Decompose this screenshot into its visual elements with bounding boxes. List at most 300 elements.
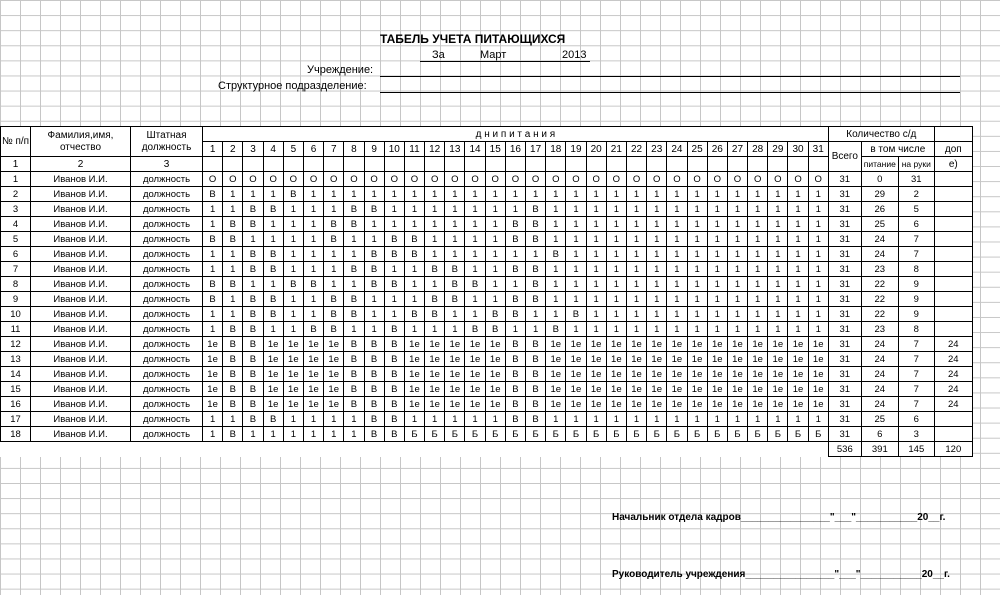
day-cell: 1: [748, 187, 768, 202]
day-cell: 1: [687, 292, 707, 307]
day-blank: [586, 157, 606, 172]
day-cell: 1: [707, 202, 727, 217]
day-cell: 1: [606, 277, 626, 292]
day-cell: 1е: [606, 367, 626, 382]
total-cell: 31: [828, 187, 861, 202]
day-cell: 1е: [203, 382, 223, 397]
day-cell: 1: [203, 202, 223, 217]
day-cell: 1: [566, 292, 586, 307]
day-cell: В: [546, 322, 566, 337]
day-cell: В: [243, 307, 263, 322]
day-cell: 1: [203, 412, 223, 427]
food-cell: 0: [861, 172, 898, 187]
employee-name: Иванов И.И.: [31, 217, 131, 232]
day-cell: 1е: [283, 367, 303, 382]
day-cell: 1е: [606, 337, 626, 352]
day-cell: В: [364, 202, 384, 217]
day-cell: 1: [768, 292, 788, 307]
col-position-header: Штатная должность: [131, 127, 203, 157]
food-cell: 22: [861, 292, 898, 307]
day-cell: 1: [485, 277, 505, 292]
day-cell: 1: [526, 322, 546, 337]
grand-extra: 120: [934, 442, 972, 457]
day-cell: 1: [788, 247, 808, 262]
day-blank: [303, 157, 323, 172]
day-cell: 1е: [485, 397, 505, 412]
day-cell: 1е: [485, 337, 505, 352]
extra-cell: [934, 307, 972, 322]
row-number: 15: [1, 382, 31, 397]
day-cell: 1: [586, 412, 606, 427]
header-row-3: [1, 157, 973, 172]
day-cell: 1: [344, 232, 364, 247]
day-cell: 1е: [203, 367, 223, 382]
day-cell: 1: [485, 247, 505, 262]
day-cell: В: [324, 292, 344, 307]
day-cell: 1: [243, 232, 263, 247]
day-cell: О: [707, 172, 727, 187]
day-cell: 1: [667, 322, 687, 337]
day-cell: 1: [283, 217, 303, 232]
day-cell: 1: [606, 412, 626, 427]
day-blank: [707, 157, 727, 172]
day-cell: 1е: [445, 367, 465, 382]
day-cell: В: [505, 367, 525, 382]
row-number: 11: [1, 322, 31, 337]
day-cell: 1: [384, 202, 404, 217]
day-cell: 1: [586, 247, 606, 262]
day-cell: 1: [626, 277, 646, 292]
day-cell: 1: [727, 322, 747, 337]
day-cell: 1: [425, 412, 445, 427]
colnum-1: 1: [1, 157, 31, 172]
food-cell: 23: [861, 322, 898, 337]
extra-cell: 24: [934, 397, 972, 412]
day-cell: В: [303, 277, 323, 292]
day-cell: 1е: [283, 337, 303, 352]
day-cell: Б: [566, 427, 586, 442]
day-cell: 1: [727, 217, 747, 232]
day-cell: О: [566, 172, 586, 187]
day-blank: [465, 157, 485, 172]
day-cell: 1: [445, 322, 465, 337]
day-cell: О: [667, 172, 687, 187]
day-cell: 1: [586, 307, 606, 322]
day-cell: 1е: [465, 382, 485, 397]
day-blank: [606, 157, 626, 172]
day-cell: В: [384, 427, 404, 442]
day-cell: О: [727, 172, 747, 187]
day-cell: 1: [384, 292, 404, 307]
day-cell: 1: [586, 232, 606, 247]
hands-cell: 8: [898, 322, 934, 337]
day-cell: В: [324, 232, 344, 247]
day-cell: В: [344, 217, 364, 232]
day-cell: 1: [687, 217, 707, 232]
day-header: 22: [626, 142, 646, 157]
day-cell: 1: [425, 217, 445, 232]
day-header: 11: [404, 142, 424, 157]
day-cell: О: [223, 172, 243, 187]
day-cell: О: [324, 172, 344, 187]
day-cell: В: [505, 292, 525, 307]
day-header: 25: [687, 142, 707, 157]
day-cell: 1е: [283, 397, 303, 412]
day-cell: В: [344, 307, 364, 322]
day-cell: В: [384, 247, 404, 262]
day-cell: 1е: [546, 397, 566, 412]
day-cell: 1: [727, 202, 747, 217]
day-cell: В: [505, 382, 525, 397]
row-number: 14: [1, 367, 31, 382]
day-cell: 1: [626, 187, 646, 202]
day-cell: 1е: [748, 382, 768, 397]
employee-position: должность: [131, 202, 203, 217]
day-cell: Б: [465, 427, 485, 442]
employee-name: Иванов И.И.: [31, 382, 131, 397]
hands-cell: 7: [898, 247, 934, 262]
extra-cell: [934, 427, 972, 442]
day-blank: [203, 157, 223, 172]
day-cell: 1: [505, 322, 525, 337]
day-cell: 1: [465, 217, 485, 232]
employee-position: должность: [131, 277, 203, 292]
day-cell: 1: [404, 187, 424, 202]
day-cell: 1: [546, 262, 566, 277]
day-header: 31: [808, 142, 828, 157]
day-cell: О: [283, 172, 303, 187]
day-cell: В: [505, 307, 525, 322]
day-cell: В: [384, 277, 404, 292]
day-cell: В: [505, 412, 525, 427]
day-cell: 1: [364, 307, 384, 322]
day-header: 16: [505, 142, 525, 157]
day-cell: 1: [647, 232, 667, 247]
employee-name: Иванов И.И.: [31, 322, 131, 337]
day-cell: 1: [687, 232, 707, 247]
day-cell: 1: [748, 262, 768, 277]
employee-position: должность: [131, 307, 203, 322]
period-underline: [420, 61, 590, 62]
employee-position: должность: [131, 382, 203, 397]
period-za: За: [432, 49, 445, 61]
row-number: 12: [1, 337, 31, 352]
day-cell: 1: [485, 202, 505, 217]
total-cell: 31: [828, 412, 861, 427]
day-cell: В: [404, 247, 424, 262]
hands-cell: 7: [898, 397, 934, 412]
day-cell: 1: [404, 202, 424, 217]
day-cell: 1: [404, 322, 424, 337]
day-cell: В: [283, 187, 303, 202]
hands-cell: 9: [898, 307, 934, 322]
day-cell: 1: [808, 277, 828, 292]
day-cell: 1: [768, 247, 788, 262]
day-cell: 1: [586, 187, 606, 202]
table-row: [1, 187, 973, 202]
day-cell: 1е: [263, 352, 283, 367]
day-cell: 1: [505, 277, 525, 292]
department-label: Структурное подразделение:: [218, 80, 367, 92]
day-header: 17: [526, 142, 546, 157]
day-cell: 1е: [687, 352, 707, 367]
table-row: [1, 427, 973, 442]
day-cell: 1е: [404, 337, 424, 352]
day-cell: 1: [727, 247, 747, 262]
day-cell: 1: [727, 262, 747, 277]
day-cell: 1: [606, 262, 626, 277]
institution-label: Учреждение:: [307, 64, 374, 76]
day-header: 19: [566, 142, 586, 157]
day-header: 21: [606, 142, 626, 157]
day-cell: В: [203, 292, 223, 307]
day-header: 5: [283, 142, 303, 157]
total-cell: 31: [828, 352, 861, 367]
day-cell: 1: [303, 307, 323, 322]
employee-name: Иванов И.И.: [31, 172, 131, 187]
hands-cell: 3: [898, 427, 934, 442]
day-cell: О: [485, 172, 505, 187]
day-cell: 1: [505, 247, 525, 262]
day-blank: [727, 157, 747, 172]
day-cell: 1: [223, 247, 243, 262]
day-cell: 1: [768, 187, 788, 202]
table-row: [1, 322, 973, 337]
grand-hands: 145: [898, 442, 934, 457]
day-cell: 1е: [465, 337, 485, 352]
row-number: 4: [1, 217, 31, 232]
day-cell: 1: [425, 232, 445, 247]
day-cell: 1: [303, 232, 323, 247]
day-cell: В: [243, 412, 263, 427]
extra-cell: [934, 202, 972, 217]
day-cell: 1: [263, 427, 283, 442]
day-cell: 1е: [425, 382, 445, 397]
day-cell: 1: [606, 187, 626, 202]
day-cell: 1: [404, 412, 424, 427]
day-header: 9: [364, 142, 384, 157]
day-cell: 1: [748, 232, 768, 247]
day-cell: 1: [203, 307, 223, 322]
day-cell: Б: [808, 427, 828, 442]
day-cell: 1: [647, 307, 667, 322]
day-cell: В: [263, 262, 283, 277]
day-cell: 1: [687, 307, 707, 322]
day-cell: 1: [626, 292, 646, 307]
day-cell: О: [546, 172, 566, 187]
day-cell: В: [243, 397, 263, 412]
food-cell: 6: [861, 427, 898, 442]
day-cell: В: [243, 247, 263, 262]
day-cell: В: [425, 262, 445, 277]
day-cell: 1: [647, 292, 667, 307]
day-blank: [445, 157, 465, 172]
day-cell: 1: [384, 217, 404, 232]
day-cell: 1е: [606, 382, 626, 397]
day-cell: В: [243, 322, 263, 337]
day-cell: Б: [546, 427, 566, 442]
row-number: 1: [1, 172, 31, 187]
day-cell: 1е: [687, 367, 707, 382]
day-cell: 1е: [748, 367, 768, 382]
day-cell: 1е: [445, 337, 465, 352]
day-cell: В: [526, 397, 546, 412]
day-cell: 1: [203, 427, 223, 442]
total-cell: 31: [828, 172, 861, 187]
day-cell: 1е: [203, 397, 223, 412]
day-cell: 1: [566, 187, 586, 202]
extra-cell: [934, 412, 972, 427]
day-cell: 1: [445, 307, 465, 322]
day-cell: 1: [687, 277, 707, 292]
day-cell: 1: [768, 412, 788, 427]
day-cell: 1е: [425, 337, 445, 352]
day-cell: 1: [647, 187, 667, 202]
day-cell: В: [344, 262, 364, 277]
day-cell: Б: [748, 427, 768, 442]
table-row: [1, 352, 973, 367]
employee-name: Иванов И.И.: [31, 412, 131, 427]
day-cell: 1: [243, 427, 263, 442]
day-cell: 1: [526, 247, 546, 262]
day-cell: 1: [465, 292, 485, 307]
day-cell: 1е: [485, 382, 505, 397]
day-cell: В: [364, 367, 384, 382]
day-cell: 1е: [586, 367, 606, 382]
day-header: 23: [647, 142, 667, 157]
employee-position: должность: [131, 247, 203, 262]
day-blank: [748, 157, 768, 172]
day-cell: В: [384, 412, 404, 427]
day-cell: 1е: [445, 397, 465, 412]
day-cell: О: [344, 172, 364, 187]
day-cell: 1: [788, 202, 808, 217]
day-cell: В: [324, 217, 344, 232]
total-cell: 31: [828, 247, 861, 262]
day-cell: 1: [647, 247, 667, 262]
table-row: [1, 247, 973, 262]
day-blank: [687, 157, 707, 172]
day-cell: 1: [788, 322, 808, 337]
food-cell: 23: [861, 262, 898, 277]
row-number: 13: [1, 352, 31, 367]
day-cell: 1е: [566, 382, 586, 397]
employee-position: должность: [131, 337, 203, 352]
day-cell: 1: [364, 232, 384, 247]
extra-cell: 24: [934, 337, 972, 352]
day-cell: В: [223, 232, 243, 247]
department-underline: [380, 92, 960, 93]
day-cell: 1е: [808, 337, 828, 352]
day-cell: 1: [324, 412, 344, 427]
day-cell: 1е: [283, 352, 303, 367]
extra-cell: 24: [934, 367, 972, 382]
day-cell: 1: [283, 247, 303, 262]
day-cell: 1е: [707, 397, 727, 412]
day-cell: 1: [566, 322, 586, 337]
employee-position: должность: [131, 397, 203, 412]
day-cell: 1: [687, 202, 707, 217]
day-cell: В: [364, 412, 384, 427]
day-cell: В: [203, 232, 223, 247]
day-cell: Б: [586, 427, 606, 442]
col-num-header: № п/п: [1, 127, 31, 157]
day-cell: В: [526, 412, 546, 427]
day-cell: 1: [384, 307, 404, 322]
day-cell: 1е: [748, 352, 768, 367]
day-cell: 1: [465, 187, 485, 202]
day-cell: 1: [324, 262, 344, 277]
row-number: 7: [1, 262, 31, 277]
day-cell: 1: [445, 187, 465, 202]
day-header: 7: [324, 142, 344, 157]
hands-cell: 2: [898, 187, 934, 202]
day-cell: 1: [203, 322, 223, 337]
day-cell: Б: [788, 427, 808, 442]
day-cell: 1е: [788, 382, 808, 397]
day-cell: В: [546, 247, 566, 262]
day-cell: 1: [465, 412, 485, 427]
day-cell: 1е: [788, 337, 808, 352]
day-cell: 1: [526, 187, 546, 202]
day-cell: О: [425, 172, 445, 187]
day-cell: 1е: [425, 367, 445, 382]
day-cell: 1: [546, 232, 566, 247]
employee-name: Иванов И.И.: [31, 262, 131, 277]
day-cell: В: [243, 262, 263, 277]
day-cell: В: [364, 427, 384, 442]
day-cell: В: [566, 307, 586, 322]
day-cell: 1: [364, 187, 384, 202]
day-cell: 1: [223, 412, 243, 427]
day-cell: 1: [425, 202, 445, 217]
day-cell: 1е: [768, 367, 788, 382]
day-cell: В: [364, 352, 384, 367]
day-cell: 1е: [586, 337, 606, 352]
day-cell: 1: [344, 187, 364, 202]
day-cell: 1: [586, 217, 606, 232]
day-cell: 1е: [324, 367, 344, 382]
day-cell: 1: [748, 247, 768, 262]
day-cell: В: [203, 187, 223, 202]
day-cell: 1: [748, 307, 768, 322]
day-cell: 1е: [425, 397, 445, 412]
day-cell: 1: [203, 247, 223, 262]
day-blank: [626, 157, 646, 172]
day-cell: 1е: [727, 382, 747, 397]
day-cell: 1: [546, 307, 566, 322]
day-cell: Б: [505, 427, 525, 442]
day-cell: 1: [344, 247, 364, 262]
food-cell: 24: [861, 367, 898, 382]
extra-cell: [934, 322, 972, 337]
day-cell: 1: [505, 187, 525, 202]
day-cell: 1: [324, 277, 344, 292]
hands-cell: 9: [898, 277, 934, 292]
employee-name: Иванов И.И.: [31, 307, 131, 322]
day-cell: В: [223, 397, 243, 412]
employee-name: Иванов И.И.: [31, 247, 131, 262]
employee-name: Иванов И.И.: [31, 202, 131, 217]
day-cell: 1: [667, 262, 687, 277]
day-cell: 1: [344, 322, 364, 337]
day-cell: 1е: [263, 367, 283, 382]
day-cell: 1е: [808, 397, 828, 412]
day-header: 1: [203, 142, 223, 157]
day-cell: В: [223, 427, 243, 442]
day-cell: 1: [445, 247, 465, 262]
day-cell: 1е: [546, 352, 566, 367]
